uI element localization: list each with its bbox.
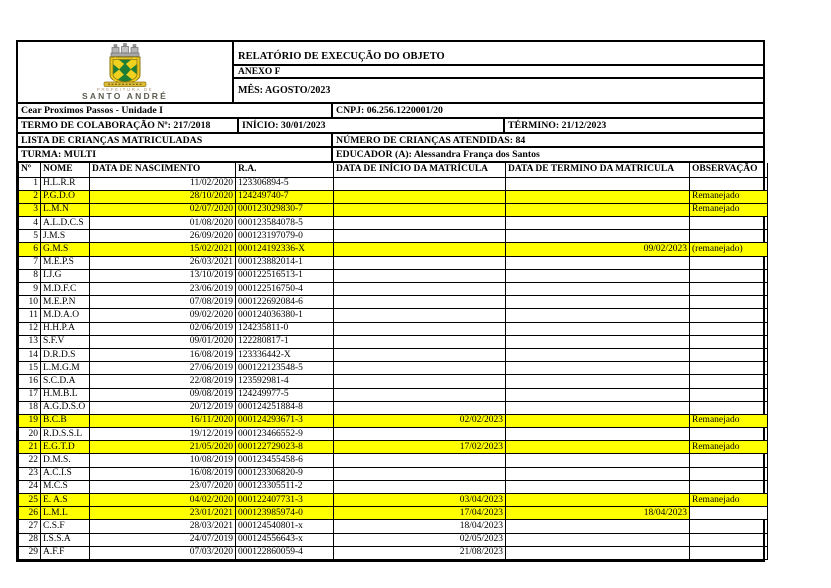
report-header — [18, 42, 763, 104]
santo-andre-crest-icon — [70, 43, 180, 87]
cell-ra: 000122516750-4 — [236, 283, 334, 296]
cell-enrollment-start — [334, 217, 506, 230]
cell-enrollment-end — [506, 375, 690, 388]
cell-enrollment-start — [334, 296, 506, 309]
cell-enrollment-start — [334, 375, 506, 388]
cell-enrollment-start — [334, 348, 506, 361]
city-logo — [18, 42, 234, 102]
cell-ra: 123592981-4 — [236, 375, 334, 388]
cell-birthdate: 22/08/2019 — [90, 375, 236, 388]
cell-observation — [690, 388, 768, 401]
cell-ra: 000123466552-9 — [236, 428, 334, 441]
cell-number: 14 — [19, 348, 41, 361]
cell-observation: Remanejado — [690, 190, 768, 203]
cell-observation — [690, 348, 768, 361]
cell-observation — [690, 546, 768, 559]
cell-enrollment-end — [506, 533, 690, 546]
cell-ra: 123336442-X — [236, 348, 334, 361]
cell-birthdate: 21/05/2020 — [90, 441, 236, 454]
cell-enrollment-start: 03/04/2023 — [334, 494, 506, 507]
cell-birthdate: 02/07/2020 — [90, 203, 236, 216]
cell-enrollment-start — [334, 243, 506, 256]
cell-enrollment-start — [334, 230, 506, 243]
cell-birthdate: 11/02/2020 — [90, 177, 236, 190]
cell-name: L.M.N — [41, 203, 90, 216]
cell-observation: Remanejado — [690, 203, 768, 216]
cell-number: 28 — [19, 533, 41, 546]
cell-enrollment-end — [506, 362, 690, 375]
cell-observation — [690, 507, 768, 520]
cell-enrollment-start: 18/04/2023 — [334, 520, 506, 533]
cell-observation — [690, 230, 768, 243]
cell-name: A.F.F — [41, 546, 90, 559]
table-row — [19, 348, 768, 361]
col-observacao: OBSERVAÇÃO — [690, 163, 768, 177]
logo-caption-small: PREFEITURA DE — [96, 87, 154, 92]
cell-observation — [690, 217, 768, 230]
cell-number: 3 — [19, 203, 41, 216]
table-header-row — [19, 163, 768, 177]
cell-enrollment-start — [334, 401, 506, 414]
cell-number: 10 — [19, 296, 41, 309]
table-row — [19, 309, 768, 322]
cell-birthdate: 28/10/2020 — [90, 190, 236, 203]
cell-name: E.G.T.D — [41, 441, 90, 454]
cell-birthdate: 01/08/2020 — [90, 217, 236, 230]
cell-enrollment-start — [334, 309, 506, 322]
cell-name: M.D.A.O — [41, 309, 90, 322]
cell-enrollment-start: 17/04/2023 — [334, 507, 506, 520]
cnpj-value: CNPJ: 06.256.1220001/20 — [336, 105, 443, 116]
col-num: Nº — [19, 163, 41, 177]
cell-enrollment-start — [334, 467, 506, 480]
cell-enrollment-end — [506, 322, 690, 335]
cell-observation — [690, 533, 768, 546]
cell-ra: 000123197079-0 — [236, 230, 334, 243]
cell-observation — [690, 428, 768, 441]
cell-birthdate: 24/07/2019 — [90, 533, 236, 546]
cell-enrollment-end — [506, 190, 690, 203]
cell-number: 27 — [19, 520, 41, 533]
table-row — [19, 243, 768, 256]
cell-number: 15 — [19, 362, 41, 375]
cell-enrollment-start — [334, 256, 506, 269]
cell-birthdate: 09/01/2020 — [90, 335, 236, 348]
cell-number: 21 — [19, 441, 41, 454]
cell-observation — [690, 401, 768, 414]
cell-enrollment-start — [334, 269, 506, 282]
cell-birthdate: 16/11/2020 — [90, 414, 236, 427]
cell-birthdate: 28/03/2021 — [90, 520, 236, 533]
cell-birthdate: 09/02/2020 — [90, 309, 236, 322]
month-label: MÊS: AGOSTO/2023 — [238, 85, 331, 96]
cell-name: C.S.F — [41, 520, 90, 533]
cell-enrollment-end — [506, 441, 690, 454]
cell-observation — [690, 335, 768, 348]
cell-birthdate: 13/10/2019 — [90, 269, 236, 282]
cell-observation — [690, 283, 768, 296]
cell-observation — [690, 520, 768, 533]
cell-ra: 000122692084-6 — [236, 296, 334, 309]
report-document — [16, 40, 765, 562]
table-row — [19, 177, 768, 190]
cell-name: D.R.D.S — [41, 348, 90, 361]
cell-enrollment-start — [334, 454, 506, 467]
cell-birthdate: 23/06/2019 — [90, 283, 236, 296]
cell-enrollment-start: 02/05/2023 — [334, 533, 506, 546]
cell-enrollment-end — [506, 520, 690, 533]
cell-birthdate: 19/12/2019 — [90, 428, 236, 441]
col-termino: DATA DE TERMINO DA MATRICULA — [506, 163, 690, 177]
class-label: TURMA: MULTI — [18, 148, 333, 161]
cell-ra: 124249740-7 — [236, 190, 334, 203]
cell-number: 2 — [19, 190, 41, 203]
cell-number: 9 — [19, 283, 41, 296]
table-row — [19, 454, 768, 467]
table-row — [19, 428, 768, 441]
cell-ra: 000122516513-1 — [236, 269, 334, 282]
cell-ra: 000124293671-3 — [236, 414, 334, 427]
cell-observation: (remanejado) — [690, 243, 768, 256]
cell-name: A.C.I.S — [41, 467, 90, 480]
cell-name: I.J.G — [41, 269, 90, 282]
cell-ra: 000123455458-6 — [236, 454, 334, 467]
cell-enrollment-start — [334, 190, 506, 203]
cell-birthdate: 27/06/2019 — [90, 362, 236, 375]
cell-number: 29 — [19, 546, 41, 559]
cell-enrollment-start: 17/02/2023 — [334, 441, 506, 454]
cell-enrollment-end — [506, 203, 690, 216]
table-row — [19, 414, 768, 427]
cell-enrollment-end — [506, 256, 690, 269]
cell-birthdate: 23/07/2020 — [90, 480, 236, 493]
logo-caption-city: SANTO ANDRÉ — [81, 91, 169, 101]
cell-enrollment-end — [506, 467, 690, 480]
cell-enrollment-end — [506, 454, 690, 467]
cell-name: S.C.D.A — [41, 375, 90, 388]
col-nascimento: DATA DE NASCIMENTO — [90, 163, 236, 177]
table-row — [19, 480, 768, 493]
table-row — [19, 269, 768, 282]
cell-name: M.D.F.C — [41, 283, 90, 296]
cell-number: 1 — [19, 177, 41, 190]
cell-enrollment-end — [506, 230, 690, 243]
cell-number: 22 — [19, 454, 41, 467]
table-row — [19, 203, 768, 216]
cell-name: M.C.S — [41, 480, 90, 493]
cell-birthdate: 26/03/2021 — [90, 256, 236, 269]
cell-name: A.L.D.C.S — [41, 217, 90, 230]
table-row — [19, 362, 768, 375]
cell-enrollment-start — [334, 335, 506, 348]
table-row — [19, 335, 768, 348]
cell-name: J.M.S — [41, 230, 90, 243]
cell-name: B.C.B — [41, 414, 90, 427]
cell-observation — [690, 362, 768, 375]
cell-observation: Remanejado — [690, 441, 768, 454]
cell-name: I.S.S.A — [41, 533, 90, 546]
educator-name: EDUCADOR (A): Alessandra França dos Santos — [336, 149, 540, 160]
table-row — [19, 217, 768, 230]
cell-name: M.E.P.S — [41, 256, 90, 269]
cell-enrollment-start — [334, 480, 506, 493]
cell-observation — [690, 375, 768, 388]
table-row — [19, 533, 768, 546]
cell-ra: 000122860059-4 — [236, 546, 334, 559]
cell-ra: 000124251884-8 — [236, 401, 334, 414]
report-title: RELATÓRIO DE EXECUÇÃO DO OBJETO — [234, 42, 763, 66]
cell-observation — [690, 322, 768, 335]
cell-name: H.H.P.A — [41, 322, 90, 335]
cell-enrollment-start — [334, 362, 506, 375]
cell-enrollment-start — [334, 283, 506, 296]
cell-name: D.M.S. — [41, 454, 90, 467]
cell-number: 4 — [19, 217, 41, 230]
cell-ra: 000123882014-1 — [236, 256, 334, 269]
cell-ra: 000123029830-7 — [236, 203, 334, 216]
cell-name: M.E.P.N — [41, 296, 90, 309]
enrollment-table — [18, 163, 768, 560]
cell-enrollment-end — [506, 348, 690, 361]
cell-enrollment-end — [506, 414, 690, 427]
cell-number: 12 — [19, 322, 41, 335]
table-row — [19, 322, 768, 335]
cell-ra: 123306894-5 — [236, 177, 334, 190]
cell-name: L.M.G.M — [41, 362, 90, 375]
cell-birthdate: 10/08/2019 — [90, 454, 236, 467]
title-block — [234, 42, 763, 102]
cell-enrollment-end — [506, 309, 690, 322]
table-row — [19, 467, 768, 480]
table-row — [19, 388, 768, 401]
cell-enrollment-start — [334, 322, 506, 335]
table-row — [19, 296, 768, 309]
table-row — [19, 507, 768, 520]
cell-ra: 000124192336-X — [236, 243, 334, 256]
cell-ra: 000122123548-5 — [236, 362, 334, 375]
cell-observation — [690, 256, 768, 269]
cell-enrollment-start — [334, 203, 506, 216]
cell-ra: 000122729023-8 — [236, 441, 334, 454]
cell-ra: 124235811-0 — [236, 322, 334, 335]
cell-name: A.G.D.S.O — [41, 401, 90, 414]
cell-ra: 000124540801-x — [236, 520, 334, 533]
cell-number: 23 — [19, 467, 41, 480]
cell-enrollment-end — [506, 388, 690, 401]
start-date: INÍCIO: 30/01/2023 — [239, 119, 505, 132]
cell-number: 11 — [19, 309, 41, 322]
cell-ra: 122280817-1 — [236, 335, 334, 348]
cell-enrollment-end: 18/04/2023 — [506, 507, 690, 520]
table-row — [19, 190, 768, 203]
cell-name: S.F.V — [41, 335, 90, 348]
cell-observation: Remanejado — [690, 414, 768, 427]
cell-birthdate: 15/02/2021 — [90, 243, 236, 256]
cell-name: R.D.S.S.L — [41, 428, 90, 441]
cell-enrollment-start — [334, 388, 506, 401]
cell-birthdate: 02/06/2019 — [90, 322, 236, 335]
cell-birthdate: 16/08/2019 — [90, 348, 236, 361]
col-inicio: DATA DE INÍCIO DA MATRÍCULA — [334, 163, 506, 177]
cell-observation — [690, 454, 768, 467]
cell-number: 25 — [19, 494, 41, 507]
cell-observation — [690, 296, 768, 309]
children-served-count: NÚMERO DE CRIANÇAS ATENDIDAS: 84 — [336, 134, 526, 146]
cell-birthdate: 20/12/2019 — [90, 401, 236, 414]
cell-ra: 000122407731-3 — [236, 494, 334, 507]
cell-number: 8 — [19, 269, 41, 282]
list-row — [18, 134, 763, 148]
collaboration-term: TERMO DE COLABORAÇÃO Nº: 217/2018 — [18, 119, 239, 132]
cell-observation: Remanejado — [690, 494, 768, 507]
table-row — [19, 546, 768, 559]
cell-enrollment-end — [506, 428, 690, 441]
cell-enrollment-end — [506, 494, 690, 507]
cell-enrollment-start: 02/02/2023 — [334, 414, 506, 427]
table-row — [19, 230, 768, 243]
cell-number: 7 — [19, 256, 41, 269]
cell-number: 6 — [19, 243, 41, 256]
cell-name: G.M.S — [41, 243, 90, 256]
cell-number: 24 — [19, 480, 41, 493]
term-row — [18, 119, 763, 134]
cell-enrollment-end — [506, 296, 690, 309]
cell-enrollment-start — [334, 428, 506, 441]
class-row — [18, 148, 763, 163]
cell-enrollment-end — [506, 269, 690, 282]
cell-birthdate: 07/08/2019 — [90, 296, 236, 309]
enrolled-list-label: LISTA DE CRIANÇAS MATRICULADAS — [18, 134, 333, 146]
cell-observation — [690, 467, 768, 480]
cell-ra: 000123305511-2 — [236, 480, 334, 493]
cell-birthdate: 16/08/2019 — [90, 467, 236, 480]
cell-name: L.M.L — [41, 507, 90, 520]
cell-ra: 000123985974-0 — [236, 507, 334, 520]
end-date: TÉRMINO: 21/12/2023 — [508, 120, 607, 131]
cell-number: 16 — [19, 375, 41, 388]
cell-birthdate: 07/03/2020 — [90, 546, 236, 559]
cell-number: 5 — [19, 230, 41, 243]
cell-birthdate: 09/08/2019 — [90, 388, 236, 401]
unit-row — [18, 104, 763, 119]
table-header — [19, 163, 768, 177]
table-row — [19, 494, 768, 507]
table-row — [19, 256, 768, 269]
table-row — [19, 283, 768, 296]
cell-ra: 000123584078-5 — [236, 217, 334, 230]
col-nome: NOME — [41, 163, 90, 177]
cell-enrollment-end — [506, 401, 690, 414]
cell-enrollment-end — [506, 217, 690, 230]
cell-observation — [690, 177, 768, 190]
cell-enrollment-end: 09/02/2023 — [506, 243, 690, 256]
cell-number: 18 — [19, 401, 41, 414]
cell-number: 26 — [19, 507, 41, 520]
cell-enrollment-end — [506, 546, 690, 559]
cell-ra: 000124556643-x — [236, 533, 334, 546]
cell-birthdate: 04/02/2020 — [90, 494, 236, 507]
cell-enrollment-end — [506, 335, 690, 348]
cell-number: 17 — [19, 388, 41, 401]
col-ra: R.A. — [236, 163, 334, 177]
cell-ra: 124249977-5 — [236, 388, 334, 401]
cell-observation — [690, 269, 768, 282]
cell-number: 13 — [19, 335, 41, 348]
cell-enrollment-end — [506, 480, 690, 493]
cell-number: 20 — [19, 428, 41, 441]
cell-enrollment-end — [506, 283, 690, 296]
table-row — [19, 520, 768, 533]
table-row — [19, 401, 768, 414]
cell-name: E. A.S — [41, 494, 90, 507]
cell-observation — [690, 309, 768, 322]
cell-name: H.L.R.R — [41, 177, 90, 190]
cell-name: H.M.B.L — [41, 388, 90, 401]
cell-birthdate: 23/01/2021 — [90, 507, 236, 520]
cell-enrollment-start: 21/08/2023 — [334, 546, 506, 559]
cell-enrollment-end — [506, 177, 690, 190]
cell-birthdate: 26/09/2020 — [90, 230, 236, 243]
table-row — [19, 441, 768, 454]
cell-name: P.G.D.O — [41, 190, 90, 203]
unit-name: Cear Proximos Passos - Unidade I — [18, 104, 333, 117]
annex-label: ANEXO F — [234, 66, 763, 79]
cell-enrollment-start — [334, 177, 506, 190]
cell-ra: 000123306820-9 — [236, 467, 334, 480]
cell-observation — [690, 480, 768, 493]
table-row — [19, 375, 768, 388]
cell-ra: 000124036380-1 — [236, 309, 334, 322]
cell-number: 19 — [19, 414, 41, 427]
